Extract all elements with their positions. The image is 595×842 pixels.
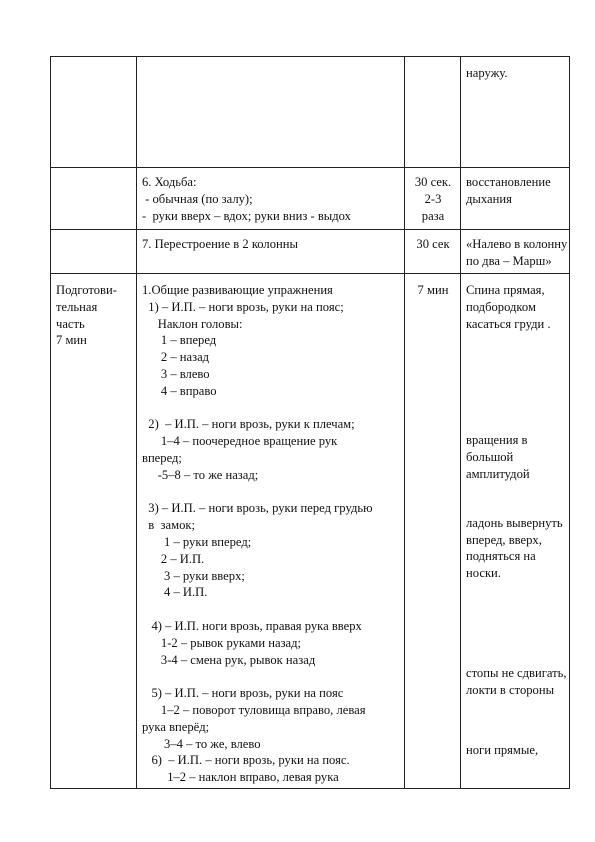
- notes-cell: [461, 57, 570, 168]
- content-line: 6. Ходьба:: [142, 175, 197, 189]
- content-cell: [137, 168, 405, 230]
- exercise-5: 5) – И.П. – ноги врозь, руки на пояс 1–2 – поворот туловища вправо, левая рука вперёд; 3–4 – то же, влево: [142, 686, 366, 751]
- notes-line: дыхания: [466, 191, 512, 206]
- note-group-2: вращения в большой амплитудой: [466, 433, 530, 481]
- notes-line: «Налево в колонну: [466, 237, 568, 251]
- notes-line: наружу.: [466, 66, 508, 80]
- exercise-4: 4) – И.П. ноги врозь, правая рука вверх 1-2 – рывок руками назад; 3-4 – смена рук, рывок назад: [142, 618, 362, 667]
- table-row: [51, 168, 570, 230]
- exercise-1: 1) – И.П. – ноги врозь, руки на пояс; Наклон головы: 1 – вперед 2 – назад 3 – влево 4 – вправо: [142, 299, 344, 398]
- notes-line: восстановление: [466, 175, 551, 189]
- note-group-5: ноги прямые,: [466, 742, 539, 757]
- part-line: тельная: [56, 299, 98, 314]
- exercise-2: 2) – И.П. – ноги врозь, руки к плечам; 1–4 – поочередное вращение рук вперед; -5–8 – то же назад;: [142, 417, 355, 482]
- content-cell: [137, 57, 405, 168]
- dose-cell: [405, 230, 461, 274]
- note-group-4: стопы не сдвигать, локти в стороны: [466, 665, 567, 697]
- notes-line: по два – Марш»: [466, 253, 552, 268]
- content-line: - обычная (по залу);: [142, 191, 253, 206]
- part-cell: [51, 230, 137, 274]
- part-line: Подготови-: [56, 283, 117, 297]
- exercise-3: 3) – И.П. – ноги врозь, руки перед грудью в замок; 1 – руки вперед; 2 – И.П. 3 – руки вверх; 4 – И.П.: [142, 501, 373, 600]
- part-cell: [51, 168, 137, 230]
- dose-line: 2-3: [424, 191, 442, 206]
- content-cell: [137, 274, 405, 789]
- dose-line: 30 сек: [416, 237, 450, 251]
- dose-cell: [405, 274, 461, 789]
- content-cell: [137, 230, 405, 274]
- content-line: - руки вверх – вдох; руки вниз - выдох: [142, 208, 351, 223]
- notes-cell: [461, 274, 570, 789]
- lesson-plan-table: [50, 56, 570, 789]
- dose-line: 7 мин: [417, 283, 449, 297]
- table-row: [51, 57, 570, 168]
- notes-cell: [461, 230, 570, 274]
- notes-cell: [461, 168, 570, 230]
- part-line: 7 мин: [56, 333, 87, 348]
- dose-cell: [405, 168, 461, 230]
- part-cell: [51, 274, 137, 789]
- note-group-1: Спина прямая, подбородком касаться груди .: [466, 283, 551, 331]
- dose-cell: [405, 57, 461, 168]
- content-title: 1.Общие развивающие упражнения: [142, 283, 333, 297]
- exercise-6: 6) – И.П. – ноги врозь, руки на пояс. 1–2 – наклон вправо, левая рука: [142, 753, 350, 785]
- table-row: [51, 230, 570, 274]
- dose-line: 30 сек.: [414, 175, 452, 189]
- part-cell: [51, 57, 137, 168]
- note-group-3: ладонь вывернуть вперед, вверх, подняться на носки.: [466, 515, 563, 581]
- content-line: 7. Перестроение в 2 колонны: [142, 237, 298, 251]
- table-row: [51, 274, 570, 789]
- dose-line: раза: [421, 208, 445, 223]
- part-line: часть: [56, 316, 85, 331]
